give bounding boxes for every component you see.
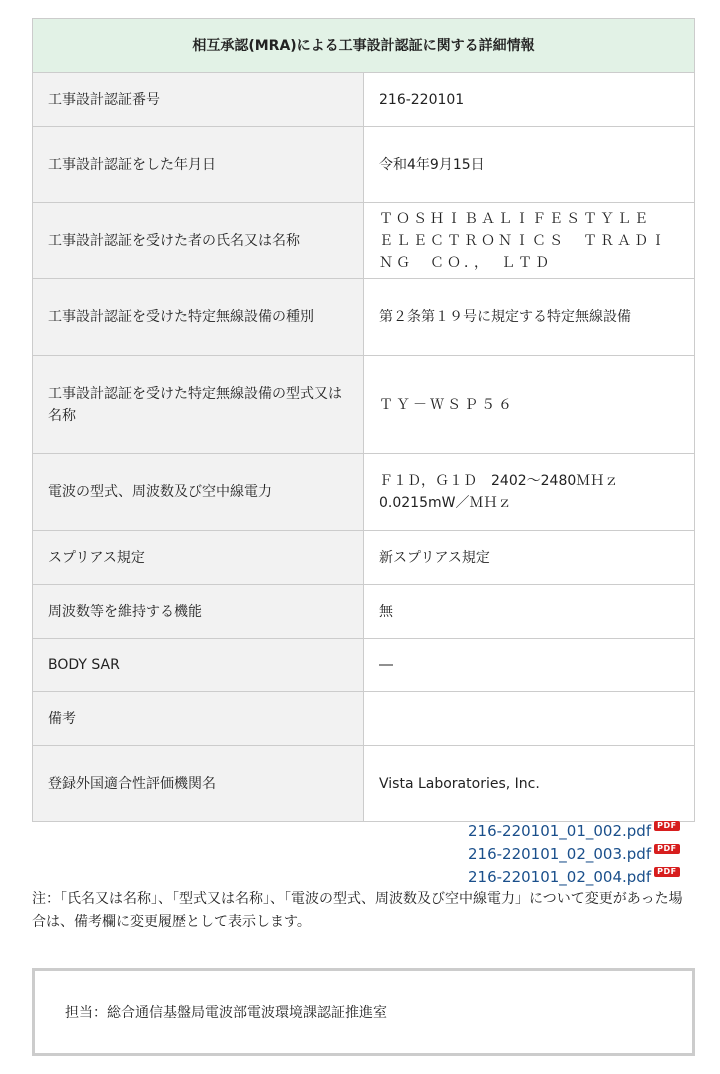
table-row [33, 127, 695, 203]
row-label-remarks: 備考 [33, 692, 364, 746]
row-label-certification-date: 工事設計認証をした年月日 [33, 127, 364, 203]
row-label-emission-frequency-power: 電波の型式、周波数及び空中線電力 [33, 454, 364, 531]
row-value-applicant-name: ＴＯＳＨＩＢＡＬＩＦＥＳＴＹＬＥ ＥＬＥＣＴＲＯＮＩＣＳ ＴＲＡＤＩＮＧ ＣＯ．， ＬＴＤ [364, 203, 695, 279]
row-label-body-sar: BODY SAR [33, 639, 364, 692]
table-row [33, 203, 695, 279]
row-label-certification-number: 工事設計認証番号 [33, 73, 364, 127]
row-value-emission-frequency-power: Ｆ１Ｄ，Ｇ１Ｄ 2402～2480ＭＨｚ 0.0215mW／ＭＨｚ [364, 454, 695, 531]
row-label-spurious-rule: スプリアス規定 [33, 531, 364, 585]
row-label-model-name: 工事設計認証を受けた特定無線設備の型式又は名称 [33, 356, 364, 454]
table-row [33, 356, 695, 454]
pdf-link-02-004[interactable] [468, 866, 698, 889]
change-history-note: 注：「氏名又は名称」、「型式又は名称」、「電波の型式、周波数及び空中線電力」について変更があった場合は、備考欄に変更履歴として表示します。 [32, 891, 683, 930]
pdf-link-01-002[interactable] [468, 820, 698, 843]
table-row [33, 585, 695, 639]
pdf-link-label[interactable]: 216-220101_02_004.pdf [468, 868, 652, 886]
pdf-badge-text: PDF [657, 844, 677, 853]
table-row [33, 746, 695, 822]
table-row [33, 454, 695, 531]
pdf-badge-text: PDF [657, 867, 677, 876]
table-row [33, 639, 695, 692]
row-value-conformity-body: Vista Laboratories, Inc. [364, 746, 695, 822]
pdf-link-02-003[interactable] [468, 843, 698, 866]
pdf-link-list [468, 820, 698, 889]
pdf-link-label[interactable]: 216-220101_01_002.pdf [468, 822, 652, 840]
pdf-badge-text: PDF [657, 821, 677, 830]
row-value-equipment-type: 第２条第１９号に規定する特定無線設備 [364, 279, 695, 356]
row-label-conformity-body: 登録外国適合性評価機関名 [33, 746, 364, 822]
certification-detail-table [32, 18, 695, 822]
table-row [33, 531, 695, 585]
row-value-spurious-rule: 新スプリアス規定 [364, 531, 695, 585]
row-value-remarks [364, 692, 695, 746]
pdf-icon [654, 844, 679, 854]
row-label-equipment-type: 工事設計認証を受けた特定無線設備の種別 [33, 279, 364, 356]
pdf-icon [654, 821, 679, 831]
table-row [33, 279, 695, 356]
row-value-certification-number: 216-220101 [364, 73, 695, 127]
contact-info: 担当：総合通信基盤局電波部電波環境課認証推進室 [65, 1005, 387, 1021]
row-value-certification-date: 令和4年9月15日 [364, 127, 695, 203]
table-row [33, 692, 695, 746]
pdf-link-label[interactable]: 216-220101_02_003.pdf [468, 845, 652, 863]
row-label-frequency-maintenance: 周波数等を維持する機能 [33, 585, 364, 639]
row-label-applicant-name: 工事設計認証を受けた者の氏名又は名称 [33, 203, 364, 279]
row-value-frequency-maintenance: 無 [364, 585, 695, 639]
contact-box [32, 968, 695, 1056]
table-row [33, 73, 695, 127]
pdf-icon [654, 867, 679, 877]
table-caption: 相互承認(MRA)による工事設計認証に関する詳細情報 [33, 19, 695, 73]
row-value-body-sar: ― [364, 639, 695, 692]
row-value-model-name: ＴＹ－ＷＳＰ５６ [364, 356, 695, 454]
